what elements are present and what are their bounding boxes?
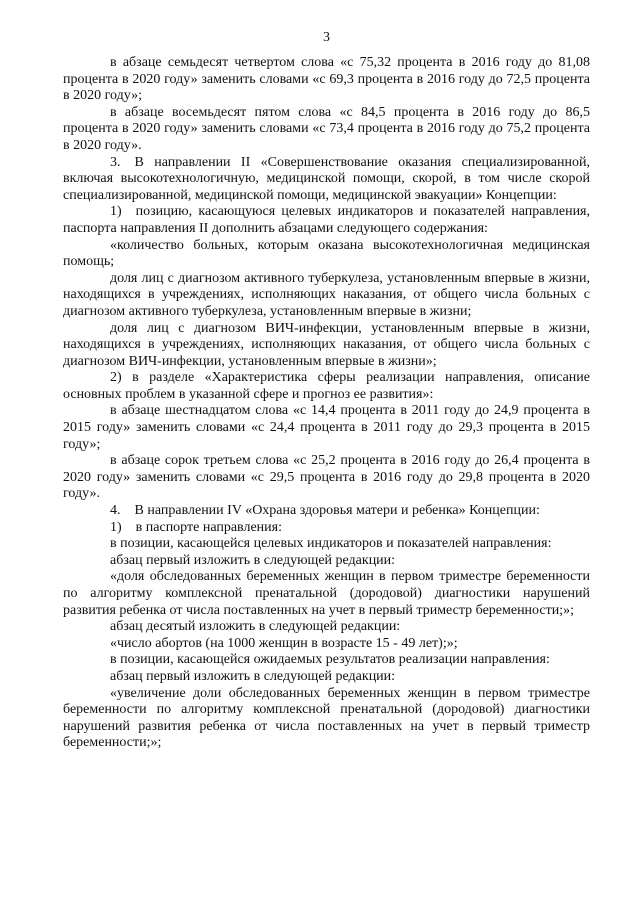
paragraph: в абзаце шестнадцатом слова «с 14,4 процента в 2011 году до 24,9 процента в 2015 году» заменить словами «с 24,4 процента в 2011 году до 29,3 процента в 2015 году»; xyxy=(63,403,590,452)
paragraph: в позиции, касающейся целевых индикаторов и показателей направления: xyxy=(110,536,552,552)
paragraph: 2) в разделе «Характеристика сферы реализации направления, описание основных проблем в указанной сфере и прогноз ее развития»: xyxy=(63,370,590,402)
paragraph: в абзаце сорок третьем слова «с 25,2 процента в 2016 году до 26,4 процента в 2020 году» заменить словами «с 29,5 процента в 2016 году до 29,8 процента в 2020 году». xyxy=(63,453,590,502)
paragraph: 1) позицию, касающуюся целевых индикаторов и показателей направления, паспорта направления II дополнить абзацами следующего содержания: xyxy=(63,204,590,236)
paragraph: абзац первый изложить в следующей редакции: xyxy=(110,552,396,568)
page-number: 3 xyxy=(323,30,330,45)
paragraph: доля лиц с диагнозом ВИЧ-инфекции, установленным впервые в жизни, находящихся в учреждениях, исполняющих наказания, от общего числа больных с диагнозом ВИЧ-инфекции, установленным впервые в жизни»; xyxy=(63,320,590,369)
paragraph: «увеличение доли обследованных беременных женщин в первом триместре беременности по алгоритму комплексной пренатальной (дородовой) диагностики нарушений развития ребенка от числа поставленных на учет в первый триместр беременности;»; xyxy=(63,685,590,751)
paragraph: 4. В направлении IV «Охрана здоровья матери и ребенка» Концепции: xyxy=(110,503,540,519)
paragraph: в абзаце восемьдесят пятом слова «с 84,5 процента в 2016 году до 86,5 процента в 2020 году» заменить словами «с 73,4 процента в 2016 году до 75,2 процента в 2020 году». xyxy=(63,104,590,153)
document-body xyxy=(63,55,590,752)
paragraph: абзац первый изложить в следующей редакции: xyxy=(110,668,396,684)
paragraph: «число абортов (на 1000 женщин в возрасте 15 - 49 лет);»; xyxy=(110,635,458,651)
paragraph: 3. В направлении II «Совершенствование оказания специализированной, включая высокотехнологичную, медицинской помощи, скорой, в том числе скорой специализированной, медицинской помощи, медицинской эвакуации» Концепции: xyxy=(63,154,590,203)
paragraph: доля лиц с диагнозом активного туберкулеза, установленным впервые в жизни, находящихся в учреждениях, исполняющих наказания, от общего числа больных с диагнозом активного туберкулеза, установленным впервые в жизни; xyxy=(63,270,590,319)
paragraph: абзац десятый изложить в следующей редакции: xyxy=(110,619,401,635)
paragraph: «доля обследованных беременных женщин в первом триместре беременности по алгоритму комплексной пренатальной (дородовой) диагностики нарушений развития ребенка от числа поставленных на учет в первый триместр беременности;»; xyxy=(63,569,590,618)
paragraph: в позиции, касающейся ожидаемых результатов реализации направления: xyxy=(110,652,550,668)
paragraph: «количество больных, которым оказана высокотехнологичная медицинская помощь; xyxy=(63,237,590,270)
paragraph: 1) в паспорте направления: xyxy=(110,519,282,535)
paragraph: в абзаце семьдесят четвертом слова «с 75,32 процента в 2016 году до 81,08 процента в 2020 году» заменить словами «с 69,3 процента в 2016 году до 72,5 процента в 2020 году»; xyxy=(63,55,590,104)
